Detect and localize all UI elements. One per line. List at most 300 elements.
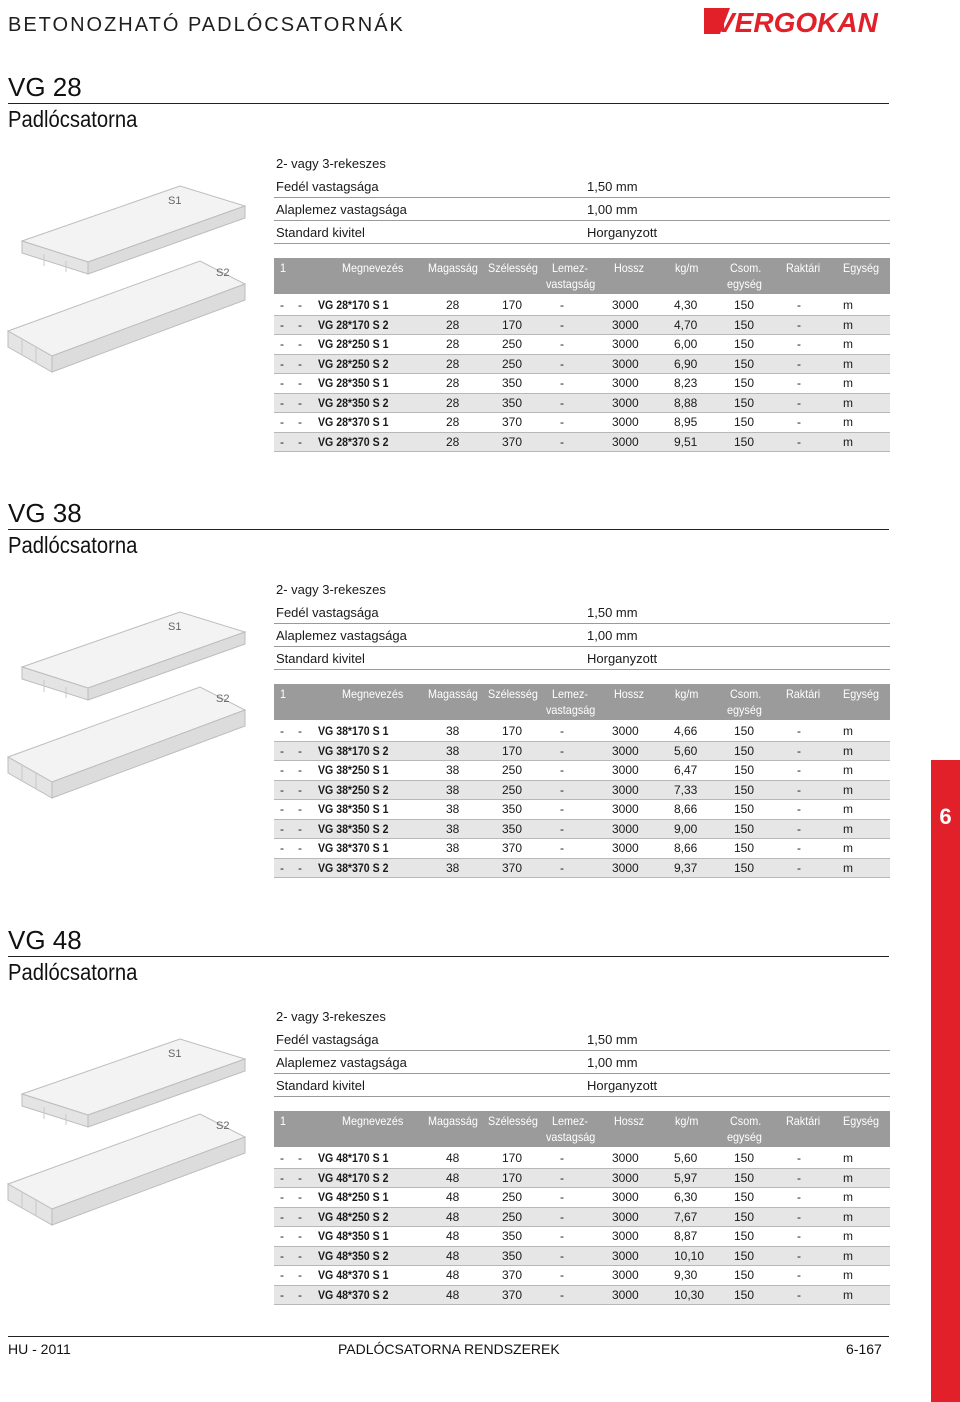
- header-length: Hossz: [614, 261, 645, 275]
- table-cell: 3000: [612, 1248, 639, 1263]
- table-cell: -: [560, 1190, 564, 1204]
- table-cell: 48: [446, 1190, 460, 1204]
- table-cell: m: [843, 1170, 853, 1185]
- table-cell: 3000: [612, 1170, 639, 1185]
- section-title: VG 38: [8, 498, 82, 528]
- table-cell: -: [797, 1248, 801, 1263]
- footer-rule: [8, 1336, 889, 1337]
- table-row: [274, 820, 890, 840]
- table-cell: m: [843, 724, 853, 738]
- table-cell: 150: [734, 317, 755, 332]
- table-cell: 250: [502, 1190, 523, 1204]
- section-title: VG 28: [8, 72, 82, 102]
- table-row: [274, 296, 890, 316]
- table-cell: 28: [446, 317, 460, 332]
- chapter-tab: [931, 760, 960, 1402]
- table-cell: VG 48*370 S 2: [318, 1287, 389, 1302]
- spec-cover-value: 1,50 mm: [587, 179, 638, 194]
- table-cell: 150: [734, 782, 755, 797]
- table-cell: -: [298, 1209, 302, 1224]
- table-cell: m: [843, 395, 853, 410]
- table-row: [274, 335, 890, 355]
- table-row: [274, 761, 890, 781]
- table-cell: 6,00: [674, 337, 698, 351]
- header-name: Megnevezés: [342, 687, 404, 701]
- table-cell: VG 38*170 S 2: [318, 743, 389, 758]
- logo-text: VERGOKAN: [716, 7, 878, 38]
- header-pack-line2: egység: [727, 703, 762, 717]
- table-cell: -: [797, 860, 801, 875]
- table-cell: 4,70: [674, 317, 698, 332]
- spec-standard-label: Standard kivitel: [276, 225, 365, 240]
- table-cell: -: [280, 1209, 284, 1224]
- header-pack-line2: egység: [727, 1130, 762, 1144]
- table-cell: -: [298, 298, 302, 312]
- table-cell: 150: [734, 395, 755, 410]
- table-cell: 170: [502, 743, 523, 758]
- table-cell: 38: [446, 860, 460, 875]
- table-cell: VG 48*170 S 2: [318, 1170, 389, 1185]
- table-cell: 38: [446, 841, 460, 855]
- table-cell: 48: [446, 1248, 460, 1263]
- table-cell: 8,88: [674, 395, 698, 410]
- table-cell: 150: [734, 841, 755, 855]
- header-kgm: kg/m: [675, 687, 699, 701]
- table-cell: -: [797, 337, 801, 351]
- table-cell: -: [797, 434, 801, 449]
- table-cell: -: [280, 743, 284, 758]
- table-cell: 350: [502, 802, 523, 816]
- header-c1: 1: [280, 261, 287, 275]
- table-row: [274, 839, 890, 859]
- table-cell: VG 28*370 S 2: [318, 434, 389, 449]
- table-cell: 5,60: [674, 743, 698, 758]
- table-cell: 150: [734, 802, 755, 816]
- table-cell: 48: [446, 1268, 460, 1282]
- footer-title: PADLÓCSATORNA RENDSZEREK: [338, 1341, 560, 1357]
- table-cell: 150: [734, 376, 755, 390]
- table-cell: 350: [502, 395, 523, 410]
- table-cell: 350: [502, 821, 523, 836]
- table-cell: -: [797, 782, 801, 797]
- table-cell: -: [797, 1229, 801, 1243]
- table-cell: -: [280, 860, 284, 875]
- table-cell: 170: [502, 724, 523, 738]
- channel-illustration: [0, 1029, 265, 1229]
- table-cell: m: [843, 298, 853, 312]
- table-cell: 150: [734, 1170, 755, 1185]
- table-cell: -: [280, 1248, 284, 1263]
- table-cell: -: [560, 821, 564, 836]
- table-cell: 3000: [612, 763, 639, 777]
- table-cell: 48: [446, 1229, 460, 1243]
- table-cell: 150: [734, 337, 755, 351]
- table-cell: -: [298, 395, 302, 410]
- table-cell: 3000: [612, 1268, 639, 1282]
- table-cell: -: [280, 802, 284, 816]
- s2-label: S2: [216, 693, 230, 705]
- table-cell: 28: [446, 298, 460, 312]
- spec-compartments-label: 2- vagy 3-rekeszes: [276, 156, 386, 171]
- table-cell: 3000: [612, 841, 639, 855]
- table-cell: 3000: [612, 1229, 639, 1243]
- channel-illustration: [0, 176, 265, 376]
- table-row: [274, 1266, 890, 1286]
- footer-year: HU - 2011: [8, 1341, 71, 1357]
- spec-base-value: 1,00 mm: [587, 1055, 638, 1070]
- table-cell: 3000: [612, 298, 639, 312]
- table-cell: -: [280, 841, 284, 855]
- table-row: [274, 316, 890, 336]
- table-cell: -: [280, 298, 284, 312]
- table-cell: -: [298, 376, 302, 390]
- section-subtitle: Padlócsatorna: [8, 532, 138, 558]
- table-row: [274, 1247, 890, 1267]
- table-cell: 150: [734, 743, 755, 758]
- header-sheet-line1: Lemez-: [552, 687, 589, 701]
- table-cell: -: [280, 356, 284, 371]
- table-cell: 3000: [612, 434, 639, 449]
- table-cell: 38: [446, 743, 460, 758]
- table-row: [274, 1286, 890, 1306]
- table-cell: 10,30: [674, 1287, 705, 1302]
- header-sheet-line2: vastagság: [546, 277, 596, 291]
- table-cell: m: [843, 337, 853, 351]
- chapter-number: 6: [939, 804, 952, 829]
- table-cell: -: [560, 434, 564, 449]
- table-cell: -: [298, 337, 302, 351]
- table-cell: 150: [734, 821, 755, 836]
- table-cell: -: [560, 1248, 564, 1263]
- table-cell: 7,67: [674, 1209, 698, 1224]
- table-cell: 170: [502, 317, 523, 332]
- table-cell: -: [560, 376, 564, 390]
- s2-label: S2: [216, 1120, 230, 1132]
- table-cell: -: [298, 317, 302, 332]
- table-cell: 3000: [612, 415, 639, 429]
- table-cell: -: [298, 1229, 302, 1243]
- spec-row-cover: [274, 1028, 890, 1051]
- table-row: [274, 800, 890, 820]
- table-row: [274, 1208, 890, 1228]
- table-body: [274, 296, 890, 452]
- table-cell: -: [298, 821, 302, 836]
- table-cell: -: [280, 1190, 284, 1204]
- table-cell: -: [298, 1248, 302, 1263]
- table-cell: VG 28*370 S 1: [318, 415, 389, 429]
- table-cell: m: [843, 317, 853, 332]
- table-cell: -: [280, 395, 284, 410]
- table-cell: 150: [734, 298, 755, 312]
- table-cell: VG 38*370 S 2: [318, 860, 389, 875]
- header-width: Szélesség: [488, 261, 538, 275]
- table-cell: 28: [446, 337, 460, 351]
- header-height: Magasság: [428, 261, 478, 275]
- spec-compartments-label: 2- vagy 3-rekeszes: [276, 582, 386, 597]
- table-cell: 7,33: [674, 782, 698, 797]
- page-header-title: BETONOZHATÓ PADLÓCSATORNÁK: [8, 14, 405, 36]
- table-cell: -: [797, 802, 801, 816]
- table-cell: VG 38*350 S 2: [318, 821, 389, 836]
- table-cell: 5,60: [674, 1151, 698, 1165]
- spec-base-value: 1,00 mm: [587, 202, 638, 217]
- spec-row-base: [274, 198, 890, 221]
- header-pack-line2: egység: [727, 277, 762, 291]
- section-title: VG 48: [8, 925, 82, 955]
- table-cell: 38: [446, 763, 460, 777]
- table-cell: 3000: [612, 376, 639, 390]
- spec-cover-label: Fedél vastagsága: [276, 179, 379, 194]
- table-cell: 28: [446, 415, 460, 429]
- table-cell: -: [797, 298, 801, 312]
- table-cell: m: [843, 1229, 853, 1243]
- header-pack-line1: Csom.: [730, 687, 762, 701]
- table-cell: -: [560, 1287, 564, 1302]
- table-cell: VG 28*350 S 2: [318, 395, 389, 410]
- table-cell: 150: [734, 1248, 755, 1263]
- table-row: [274, 781, 890, 801]
- table-row: [274, 374, 890, 394]
- table-cell: -: [560, 317, 564, 332]
- table-cell: -: [797, 763, 801, 777]
- table-cell: 250: [502, 782, 523, 797]
- table-cell: -: [797, 1170, 801, 1185]
- table-cell: 3000: [612, 1151, 639, 1165]
- table-cell: m: [843, 1151, 853, 1165]
- table-cell: 150: [734, 763, 755, 777]
- table-cell: m: [843, 1248, 853, 1263]
- spec-cover-label: Fedél vastagsága: [276, 1032, 379, 1047]
- table-cell: m: [843, 763, 853, 777]
- header-sheet-line1: Lemez-: [552, 261, 589, 275]
- table-header: [274, 258, 890, 294]
- table-cell: m: [843, 1209, 853, 1224]
- table-cell: VG 28*170 S 2: [318, 317, 389, 332]
- table-cell: -: [280, 724, 284, 738]
- table-cell: 48: [446, 1151, 460, 1165]
- spec-block: [274, 152, 890, 244]
- table-cell: -: [560, 802, 564, 816]
- table-cell: 3000: [612, 1209, 639, 1224]
- table-cell: -: [280, 821, 284, 836]
- table-cell: 4,66: [674, 724, 698, 738]
- table-cell: -: [560, 782, 564, 797]
- table-cell: m: [843, 1287, 853, 1302]
- table-cell: -: [560, 1151, 564, 1165]
- channel-illustration: [0, 602, 265, 802]
- table-cell: 10,10: [674, 1248, 705, 1263]
- table-cell: VG 48*350 S 1: [318, 1229, 389, 1243]
- table-cell: 28: [446, 395, 460, 410]
- table-cell: 3000: [612, 821, 639, 836]
- table-cell: 8,23: [674, 376, 698, 390]
- table-cell: 3000: [612, 782, 639, 797]
- table-cell: -: [560, 1170, 564, 1185]
- table-cell: 250: [502, 337, 523, 351]
- spec-standard-value: Horganyzott: [587, 225, 658, 240]
- table-cell: 3000: [612, 356, 639, 371]
- channel-illustration-wrap: [0, 602, 265, 802]
- table-cell: -: [797, 841, 801, 855]
- header-unit: Egység: [843, 1114, 880, 1128]
- table-cell: 150: [734, 1268, 755, 1282]
- section-rule: [8, 956, 889, 957]
- table-cell: -: [797, 356, 801, 371]
- table-cell: 3000: [612, 802, 639, 816]
- table-cell: m: [843, 1190, 853, 1204]
- spec-base-label: Alaplemez vastagsága: [276, 1055, 407, 1070]
- table-header: [274, 684, 890, 720]
- table-cell: 250: [502, 763, 523, 777]
- table-cell: 48: [446, 1170, 460, 1185]
- spec-cover-value: 1,50 mm: [587, 605, 638, 620]
- table-cell: 6,47: [674, 763, 698, 777]
- table-cell: 8,66: [674, 841, 698, 855]
- spec-standard-value: Horganyzott: [587, 651, 658, 666]
- table-cell: 28: [446, 434, 460, 449]
- table-cell: -: [560, 743, 564, 758]
- table-cell: 6,90: [674, 356, 698, 371]
- table-body: [274, 1149, 890, 1305]
- table-cell: -: [298, 1151, 302, 1165]
- table-cell: -: [797, 395, 801, 410]
- table-cell: VG 48*250 S 2: [318, 1209, 389, 1224]
- spec-standard-value: Horganyzott: [587, 1078, 658, 1093]
- table-cell: 8,87: [674, 1229, 698, 1243]
- table-cell: 370: [502, 415, 523, 429]
- table-cell: 150: [734, 860, 755, 875]
- table-cell: VG 28*170 S 1: [318, 298, 389, 312]
- header-height: Magasság: [428, 1114, 478, 1128]
- table-cell: -: [280, 337, 284, 351]
- table-cell: -: [560, 395, 564, 410]
- table-cell: 3000: [612, 317, 639, 332]
- table-cell: -: [560, 298, 564, 312]
- table-cell: m: [843, 356, 853, 371]
- table-row: [274, 433, 890, 453]
- table-cell: -: [560, 841, 564, 855]
- table-cell: -: [298, 802, 302, 816]
- header-unit: Egység: [843, 687, 880, 701]
- table-cell: -: [797, 1287, 801, 1302]
- table-header: [274, 1111, 890, 1147]
- table-cell: 9,00: [674, 821, 698, 836]
- table-cell: -: [797, 821, 801, 836]
- spec-base-label: Alaplemez vastagsága: [276, 628, 407, 643]
- section-subtitle: Padlócsatorna: [8, 959, 138, 985]
- table-cell: 150: [734, 1190, 755, 1204]
- spec-row-standard: [274, 221, 890, 244]
- table-cell: m: [843, 841, 853, 855]
- table-cell: -: [298, 1190, 302, 1204]
- table-cell: -: [560, 763, 564, 777]
- table-cell: -: [797, 317, 801, 332]
- table-cell: 150: [734, 1229, 755, 1243]
- header-height: Magasság: [428, 687, 478, 701]
- table-cell: 48: [446, 1287, 460, 1302]
- table-cell: 150: [734, 415, 755, 429]
- table-cell: m: [843, 860, 853, 875]
- channel-illustration-wrap: [0, 1029, 265, 1229]
- s1-label: S1: [168, 621, 182, 633]
- table-cell: m: [843, 415, 853, 429]
- s1-label: S1: [168, 195, 182, 207]
- spec-row-cover: [274, 601, 890, 624]
- table-cell: -: [797, 1151, 801, 1165]
- section-rule: [8, 529, 889, 530]
- table-cell: -: [280, 1268, 284, 1282]
- spec-compartments-label: 2- vagy 3-rekeszes: [276, 1009, 386, 1024]
- table-cell: m: [843, 821, 853, 836]
- section-subtitle: Padlócsatorna: [8, 106, 138, 132]
- table-cell: -: [298, 1287, 302, 1302]
- spec-row-cover: [274, 175, 890, 198]
- table-cell: -: [797, 724, 801, 738]
- table-cell: 150: [734, 1209, 755, 1224]
- table-cell: -: [797, 1190, 801, 1204]
- spec-block: [274, 1005, 890, 1097]
- table-cell: -: [298, 1268, 302, 1282]
- table-cell: -: [280, 317, 284, 332]
- spec-standard-label: Standard kivitel: [276, 651, 365, 666]
- table-cell: m: [843, 782, 853, 797]
- table-cell: -: [560, 337, 564, 351]
- spec-base-value: 1,00 mm: [587, 628, 638, 643]
- table-cell: -: [298, 743, 302, 758]
- header-kgm: kg/m: [675, 261, 699, 275]
- vergokan-logo: [700, 4, 890, 38]
- header-unit: Egység: [843, 261, 880, 275]
- table-cell: 3000: [612, 724, 639, 738]
- table-cell: -: [797, 376, 801, 390]
- table-cell: 370: [502, 860, 523, 875]
- table-cell: 150: [734, 434, 755, 449]
- spec-cover-label: Fedél vastagsága: [276, 605, 379, 620]
- table-cell: -: [797, 743, 801, 758]
- table-row: [274, 742, 890, 762]
- table-cell: 3000: [612, 1287, 639, 1302]
- table-cell: 250: [502, 1209, 523, 1224]
- table-cell: VG 38*350 S 1: [318, 802, 389, 816]
- table-cell: 8,66: [674, 802, 698, 816]
- table-cell: -: [298, 724, 302, 738]
- table-cell: m: [843, 434, 853, 449]
- table-cell: -: [560, 860, 564, 875]
- header-c1: 1: [280, 1114, 287, 1128]
- spec-row-compartments: [274, 152, 890, 175]
- table-cell: -: [298, 782, 302, 797]
- table-cell: 150: [734, 1287, 755, 1302]
- table-cell: 370: [502, 1287, 523, 1302]
- spec-row-base: [274, 624, 890, 647]
- table-cell: 370: [502, 434, 523, 449]
- table-cell: -: [560, 724, 564, 738]
- table-cell: 3000: [612, 860, 639, 875]
- table-cell: 150: [734, 1151, 755, 1165]
- spec-base-label: Alaplemez vastagsága: [276, 202, 407, 217]
- s1-label: S1: [168, 1048, 182, 1060]
- spec-row-standard: [274, 1074, 890, 1097]
- table-cell: -: [280, 1287, 284, 1302]
- table-cell: -: [280, 763, 284, 777]
- table-row: [274, 1149, 890, 1169]
- table-cell: 38: [446, 821, 460, 836]
- table-cell: 350: [502, 1248, 523, 1263]
- table-row: [274, 1169, 890, 1189]
- table-cell: 38: [446, 782, 460, 797]
- table-cell: m: [843, 1268, 853, 1282]
- table-row: [274, 394, 890, 414]
